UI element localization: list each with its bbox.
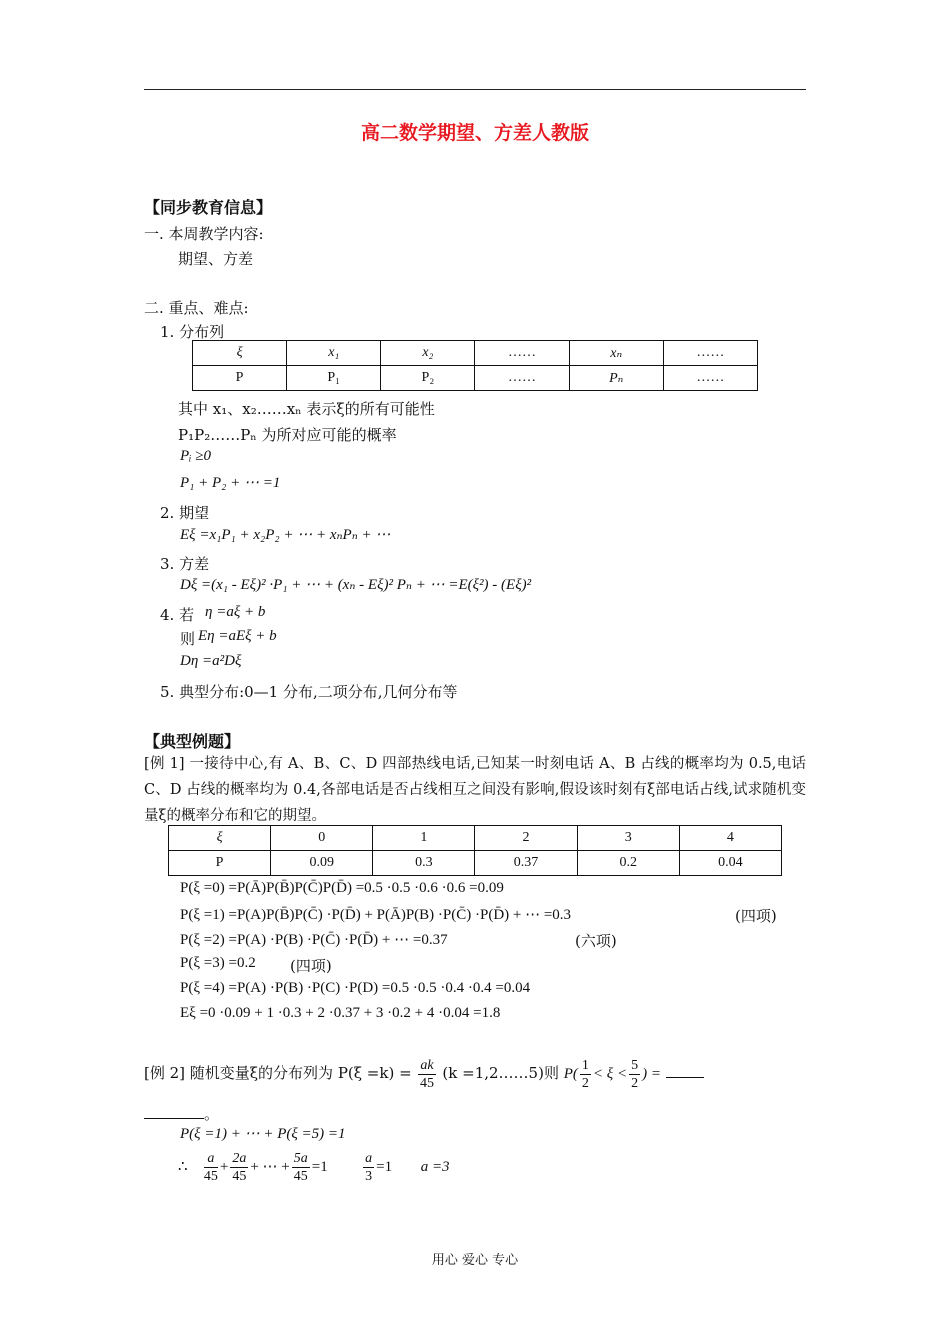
- table-cell: Pₙ: [569, 366, 663, 391]
- frac-numerator: 1: [581, 1057, 589, 1073]
- property-sum-one: P₁ + P₂ + ⋯ =1: [180, 475, 281, 491]
- frac-denominator: 45: [203, 1168, 218, 1184]
- linear-expectation-formula: Eη =aEξ + b: [198, 628, 277, 644]
- table-cell: 2: [475, 826, 577, 851]
- distribution-table: [192, 340, 758, 391]
- solution-line-2: [178, 1146, 450, 1187]
- calc-line-0: P(ξ =0) =P(Ā)P(B̄)P(C̄)P(D̄) =0.5 ·0.5 ·0.6 ·0.6 =0.09: [180, 880, 504, 896]
- answer-blank: [666, 1077, 704, 1078]
- equals-one: =1: [311, 1159, 328, 1175]
- table-cell: 1: [373, 826, 475, 851]
- table-cell: ξ: [193, 341, 287, 366]
- example2-ask-post: ) =: [642, 1066, 661, 1082]
- example2-prefix: [例 2] 随机变量ξ的分布列为 P(ξ =k) =: [144, 1064, 412, 1082]
- variance-formula: Dξ =(x₁ - Eξ)² ·P₁ + ⋯ + (xₙ - Eξ)² Pₙ + ⋯ =E(ξ²) - (Eξ)²: [180, 577, 532, 593]
- table-cell: ……: [663, 366, 757, 391]
- table-cell: 0.2: [577, 851, 679, 876]
- answer-blank-continued: [144, 1118, 204, 1119]
- table-cell: x₁: [287, 341, 381, 366]
- table-cell: ξ: [169, 826, 271, 851]
- plus-sign: +: [219, 1159, 229, 1175]
- table-cell: xₙ: [569, 341, 663, 366]
- item5-typical-distributions: 5. 典型分布:0—1 分布,二项分布,几何分布等: [160, 683, 458, 701]
- calc-line-2: P(ξ =2) =P(A) ·P(B) ·P(C̄) ·P(D̄) + ⋯ =0.37: [180, 932, 448, 948]
- frac-denominator: 3: [365, 1168, 373, 1184]
- note-possible-values: 其中 x₁、x₂……xₙ 表示ξ的所有可能性: [178, 400, 435, 418]
- table-cell: P₂: [381, 366, 475, 391]
- calc-note-six-terms: (六项): [575, 932, 617, 950]
- frac-denominator: 45: [232, 1168, 247, 1184]
- note-probabilities: P₁P₂……Pₙ 为所对应可能的概率: [178, 426, 397, 444]
- frac-denominator: 45: [420, 1075, 435, 1091]
- table-cell: 0: [271, 826, 373, 851]
- table-cell: ……: [475, 366, 569, 391]
- calc-line-3: P(ξ =3) =0.2: [180, 955, 256, 971]
- table-row: [169, 851, 782, 876]
- example2-ask-pre: P(: [563, 1066, 578, 1082]
- frac-numerator: a: [365, 1150, 373, 1166]
- item3-label: 3. 方差: [160, 555, 210, 573]
- table-row: [193, 366, 758, 391]
- table-cell: 0.3: [373, 851, 475, 876]
- plus-dots: + ⋯ +: [250, 1159, 290, 1175]
- linear-variance-formula: Dη =a²Dξ: [180, 653, 242, 669]
- solution-fraction-1: [204, 1150, 218, 1185]
- table-row: [193, 341, 758, 366]
- frac-numerator: 5: [631, 1057, 639, 1073]
- example2-line: [144, 1053, 704, 1094]
- equals-one-2: =1: [376, 1159, 393, 1175]
- table-cell: 0.04: [679, 851, 781, 876]
- section-heading-examples: 【典型例题】: [144, 732, 241, 751]
- solution-result: a =3: [420, 1159, 450, 1175]
- table-cell: P: [169, 851, 271, 876]
- part1-content: 期望、方差: [178, 250, 254, 268]
- page-title: 高二数学期望、方差人教版: [360, 122, 589, 144]
- solution-fraction-4: [363, 1150, 374, 1185]
- part2-label: 二. 重点、难点:: [144, 299, 249, 317]
- table-cell: ……: [663, 341, 757, 366]
- frac-numerator: 2a: [232, 1150, 247, 1166]
- frac-denominator: 45: [293, 1168, 308, 1184]
- ask-fraction-2: [629, 1057, 640, 1092]
- solution-fraction-2: [230, 1150, 248, 1185]
- table-cell: 0.37: [475, 851, 577, 876]
- therefore-symbol: ∴: [178, 1157, 188, 1175]
- item4-label: 4. 若: [160, 606, 195, 624]
- calc-note-four-terms: (四项): [735, 907, 777, 925]
- property-nonnegative: Pᵢ ≥0: [180, 448, 212, 464]
- calc-line-1: P(ξ =1) =P(A)P(B̄)P(C̄) ·P(D̄) + P(Ā)P(B) ·P(C̄) ·P(D̄) + ⋯ =0.3: [180, 907, 572, 923]
- example2-mid: (k =1,2……5)则: [442, 1064, 559, 1082]
- frac-numerator: a: [204, 1150, 218, 1168]
- ask-fraction-1: [580, 1057, 591, 1092]
- table-row: [169, 826, 782, 851]
- table-cell: 0.09: [271, 851, 373, 876]
- frac-denominator: 2: [581, 1075, 589, 1091]
- page-footer: 用心 爱心 专心: [431, 1253, 519, 1268]
- table-cell: 4: [679, 826, 781, 851]
- example1-table: [168, 825, 782, 876]
- item4-then-label: 则: [180, 630, 196, 648]
- expectation-formula: Eξ =x₁P₁ + x₂P₂ + ⋯ + xₙPₙ + ⋯: [180, 527, 391, 543]
- frac-denominator: 2: [631, 1075, 639, 1091]
- frac-numerator: 5a: [293, 1150, 308, 1166]
- table-cell: ……: [475, 341, 569, 366]
- solution-line-1: P(ξ =1) + ⋯ + P(ξ =5) =1: [180, 1126, 346, 1142]
- solution-fraction-3: [292, 1150, 310, 1185]
- top-rule: [144, 89, 806, 90]
- example1-text: [例 1] 一接待中心,有 A、B、C、D 四部热线电话,已知某一时刻电话 A、B 占线的概率均为 0.5,电话 C、D 占线的概率均为 0.4,各部电话是否占线相互之间没有影响,假设该时刻有ξ部电话占线,试求随机变量ξ的概率分布和它的期望。: [144, 756, 806, 824]
- linear-transform-condition: η =aξ + b: [205, 604, 266, 620]
- table-cell: P: [193, 366, 287, 391]
- calc-line-5: Eξ =0 ·0.09 + 1 ·0.3 + 2 ·0.37 + 3 ·0.2 + 4 ·0.04 =1.8: [180, 1005, 501, 1021]
- table-cell: x₂: [381, 341, 475, 366]
- example2-ask-mid: < ξ <: [592, 1066, 628, 1082]
- frac-numerator: ak: [420, 1057, 434, 1073]
- example2-end: 。: [204, 1105, 220, 1123]
- example2-fraction: [418, 1057, 435, 1092]
- section-heading-sync-info: 【同步教育信息】: [144, 198, 273, 217]
- table-cell: P₁: [287, 366, 381, 391]
- item1-label: 1. 分布列: [160, 323, 225, 341]
- item2-label: 2. 期望: [160, 504, 210, 522]
- calc-note-four-terms-2: (四项): [290, 957, 332, 975]
- calc-line-4: P(ξ =4) =P(A) ·P(B) ·P(C) ·P(D) =0.5 ·0.5 ·0.4 ·0.4 =0.04: [180, 980, 531, 996]
- example2-blank-line: [144, 1103, 219, 1124]
- table-cell: 3: [577, 826, 679, 851]
- part1-label: 一. 本周教学内容:: [144, 225, 264, 243]
